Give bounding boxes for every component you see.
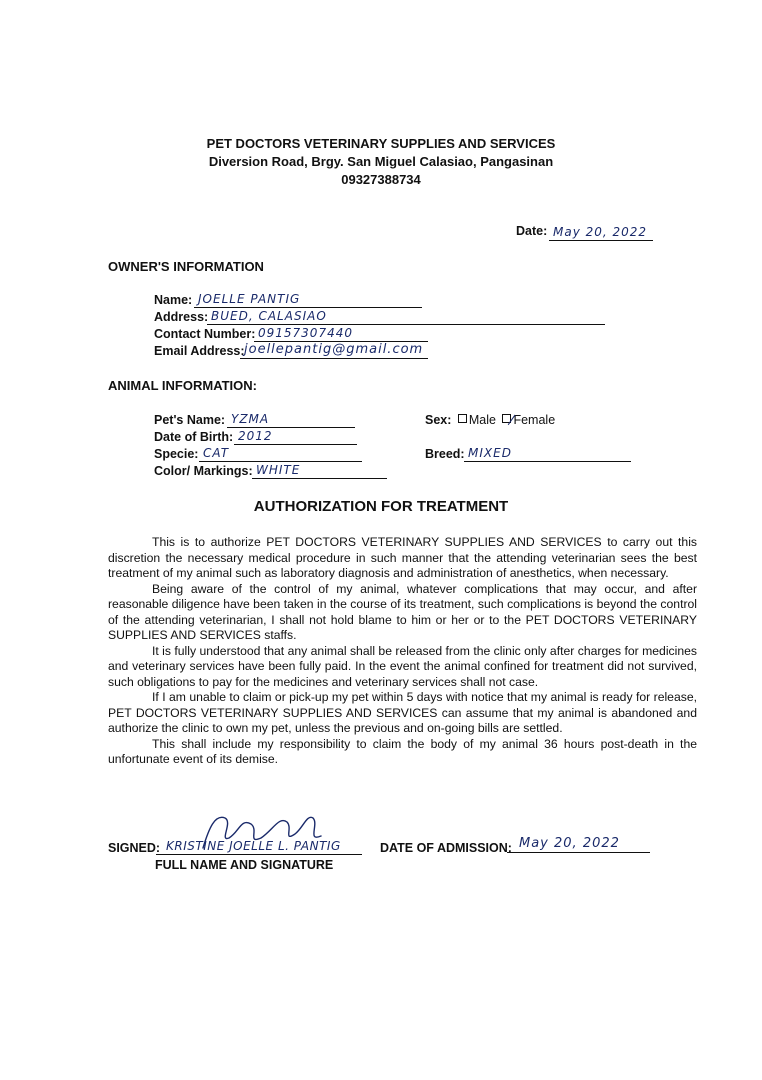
admission-date-value: May 20, 2022 (519, 836, 620, 851)
date-label: Date: (516, 224, 548, 238)
breed-label: Breed: (425, 447, 465, 461)
sex-female-label: Female (513, 413, 556, 427)
authorization-paragraph: If I am unable to claim or pick-up my pet within 5 days with notice that my animal is ready for release, PET DOCTORS VETERINARY SUPPLIES AND SERVICES can assume that my animal is abandoned and authorize the clinic to own my pet, unless the previous and on-going bills are settled. (108, 690, 697, 735)
authorization-title: AUTHORIZATION FOR TREATMENT (253, 498, 509, 515)
color-label: Color/ Markings: (154, 464, 253, 478)
sex-male-checkbox[interactable] (458, 414, 467, 423)
owner-address-value: BUED, CALASIAO (211, 309, 327, 323)
owner-name-value: JOELLE PANTIG (198, 292, 301, 306)
authorization-paragraph: This is to authorize PET DOCTORS VETERINARY SUPPLIES AND SERVICES to carry out this discretion the necessary medical procedure in such manner that the attending veterinarian sees the best treatment of my animal such as laboratory diagnosis and administration of anesthetics, when necessary. (108, 535, 697, 580)
clinic-phone: 09327388734 (341, 172, 421, 187)
owner-email-label: Email Address: (154, 344, 245, 358)
signed-name: KRISTINE JOELLE L. PANTIG (166, 839, 341, 853)
signature-caption: FULL NAME AND SIGNATURE (155, 858, 334, 872)
owner-contact-value: 09157307440 (258, 326, 353, 340)
date-value: May 20, 2022 (553, 225, 648, 239)
clinic-name: PET DOCTORS VETERINARY SUPPLIES AND SERVICES (206, 136, 556, 151)
animal-section-title: ANIMAL INFORMATION: (108, 378, 257, 393)
color-field[interactable] (252, 460, 387, 479)
admission-date-field[interactable] (507, 834, 650, 853)
authorization-paragraph: It is fully understood that any animal shall be released from the clinic only after charges for medicines and veterinary services have been fully paid. In the event the animal confined for treatment did not survived, such obligations to pay for the medicines and veterinary services shall not case. (108, 643, 697, 689)
admission-label: DATE OF ADMISSION: (380, 841, 512, 855)
owner-name-label: Name: (154, 293, 193, 307)
breed-value: MIXED (468, 446, 512, 460)
breed-field[interactable] (464, 443, 631, 462)
authorization-body (108, 535, 697, 768)
authorization-paragraph: This shall include my responsibility to claim the body of my animal 36 hours post-death in the unfortunate event of its demise. (108, 736, 697, 766)
owner-contact-label: Contact Number: (154, 327, 256, 341)
signature-field[interactable] (156, 836, 362, 855)
owner-address-label: Address: (154, 310, 209, 324)
signed-label: SIGNED: (108, 841, 161, 855)
specie-value: CAT (203, 446, 230, 460)
specie-label: Specie: (154, 447, 199, 461)
clinic-address: Diversion Road, Brgy. San Miguel Calasiao, Pangasinan (208, 154, 554, 169)
owner-email-value: joellepantig@gmail.com (244, 342, 424, 357)
sex-row (425, 413, 555, 427)
sex-label: Sex: (425, 413, 452, 427)
owner-email-field[interactable] (240, 340, 428, 359)
dob-label: Date of Birth: (154, 430, 234, 444)
sex-male-label: Male (468, 413, 496, 427)
owner-section-title: OWNER'S INFORMATION (108, 259, 264, 274)
pet-name-value: YZMA (231, 412, 270, 426)
authorization-paragraph: Being aware of the control of my animal, whatever complications that may occur, and after reasonable diligence have been taken in the course of its treatment, such complications is beyond the control of the attending veterinarian, I shall not hold blame to him or her or to the PET DOCTORS VETERINARY SUPPLIES AND SERVICES staffs. (108, 581, 697, 642)
color-value: WHITE (256, 463, 301, 477)
sex-female-checkbox[interactable] (502, 414, 511, 423)
date-field[interactable] (549, 222, 653, 241)
pet-name-label: Pet's Name: (154, 413, 226, 427)
dob-value: 2012 (238, 429, 273, 443)
